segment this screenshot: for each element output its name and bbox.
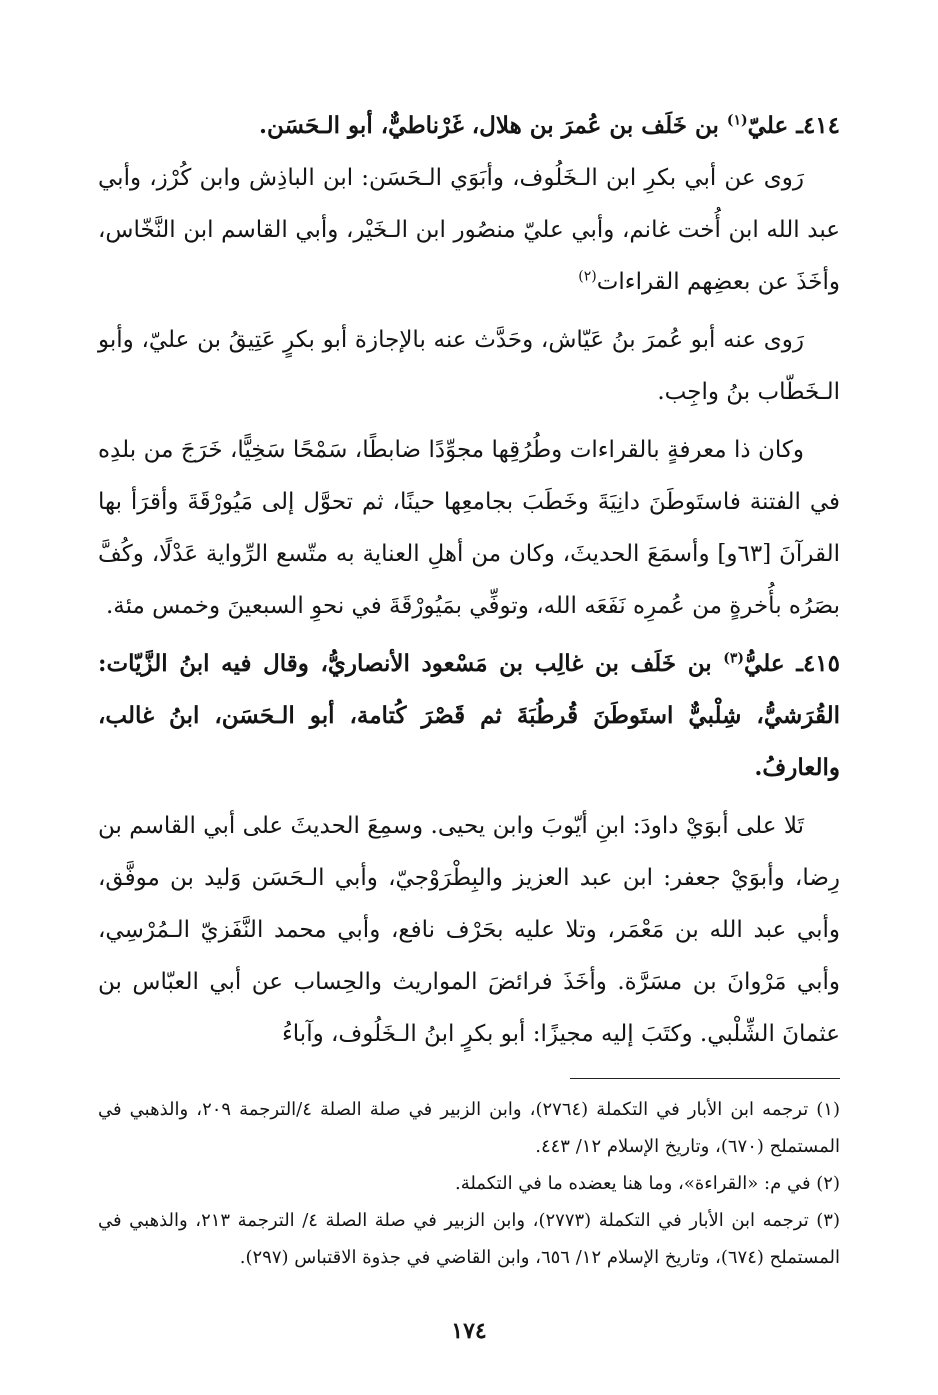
entry-415-lineage: بن خَلَف بن غالِب بن مَسْعود الأنصاريُّ، وقال فيه ابنُ الزَّيّات: القُرَشيُّ، شِلْبيٌّ استَوطَنَ قُرطُبَةَ ثم قَصْرَ كُتامة، أبو الـحَسَن، ابنُ غالب، والعارفُ. bbox=[98, 650, 840, 781]
footnote-3: (٣) ترجمه ابن الأبار في التكملة (٢٧٧٣)، وابن الزبير في صلة الصلة ٤/ الترجمة ٢١٣، والذهبي في المستملح (٦٧٤)، وتاريخ الإسلام ١٢/ ٦٥٦، وابن القاضي في جذوة الاقتباس (٢٩٧). bbox=[98, 1210, 840, 1268]
footnote-separator bbox=[570, 1078, 840, 1079]
footnotes bbox=[98, 1091, 840, 1276]
entry-414-lineage: بن خَلَف بن عُمرَ بن هلال، غَرْناطيٌّ، أبو الـحَسَن. bbox=[259, 112, 719, 139]
footnote-2: (٢) في م: «القراءة»، وما هنا يعضده ما في التكملة. bbox=[454, 1173, 840, 1194]
entry-415-heading bbox=[98, 638, 840, 794]
page-number: ١٧٤ bbox=[451, 1318, 487, 1344]
entry-414-paragraph-3: وكان ذا معرفةٍ بالقراءات وطُرُقِها مجوِّدًا ضابطًا، سَمْحًا سَخِيًّا، خَرَجَ من بلدِه في الفتنة فاستَوطَنَ دانِيَةَ وخَطَبَ بجامعِها حينًا، ثم تحوَّل إلى مَيُورْقَةَ وأقرَأ بها القرآنَ [٦٣و] وأسمَعَ الحديثَ، وكان من أهلِ العناية به متّسع الرِّواية عَدْلًا، وكُفَّ بصَرُه بأُخرةٍ من عُمرِه نَفَعَه الله، وتوفِّي بمَيُورْقَةَ في نحوِ السبعينَ وخمس مئة. bbox=[98, 437, 840, 619]
entry-415-name: عليُّ bbox=[744, 650, 785, 677]
entry-414-name: عليّ bbox=[747, 112, 789, 139]
entry-414-footnote-ref: (١) bbox=[726, 112, 748, 129]
entry-414-heading bbox=[98, 100, 840, 152]
footnote-1: (١) ترجمه ابن الأبار في التكملة (٢٧٦٤)، وابن الزبير في صلة الصلة ٤/الترجمة ٢٠٩، والذهبي في المستملح (٦٧٠)، وتاريخ الإسلام ١٢/ ٤٤٣. bbox=[98, 1099, 840, 1157]
entry-414-p1-footnote-ref: (٢) bbox=[578, 268, 597, 285]
entry-415-footnote-ref: (٣) bbox=[723, 650, 745, 667]
entry-415-paragraph-1: تَلا على أبوَيْ داودَ: ابنِ أيّوبَ وابن يحيى. وسمِعَ الحديثَ على أبي القاسم بن رِضا، وأبوَيْ جعفر: ابن عبد العزيز والبِطْرَوْجيّ، وأبي الـحَسَن وَليد بن موفَّق، وأبي عبد الله بن مَعْمَر، وتلا عليه بحَرْف نافع، وأبي محمد النَّفَزيّ الـمُرْسِي، وأبي مَرْوانَ بن مسَرَّة. وأخَذَ فرائضَ المواريث والحِساب عن أبي العبّاس بن عثمانَ الشِّلْبي. وكتَبَ إليه مجيزًا: أبو بكرٍ ابنُ الـخَلُوف، وآباءُ bbox=[98, 813, 840, 1047]
entry-414-paragraph-1: رَوى عن أبي بكرِ ابن الـخَلُوف، وأبَوَي الـحَسَن: ابن الباذِش وابن كُرْز، وأبي عبد الله ابن أُخت غانم، وأبي عليّ منصُور ابن الـخَيْر، وأبي القاسم ابن النَّخّاس، وأخَذَ عن بعضِهم القراءات$^{(٢)}$ bbox=[98, 165, 840, 295]
entry-414-number: ٤١٤ـ bbox=[796, 112, 840, 139]
entry-414-paragraph-2: رَوى عنه أبو عُمرَ بنُ عَيّاش، وحَدَّث عنه بالإجازة أبو بكرٍ عَتِيقُ بن عليّ، وأبو الـخَطّاب بنُ واجِب. bbox=[98, 327, 840, 405]
entry-415-number: ٤١٥ـ bbox=[796, 650, 840, 677]
